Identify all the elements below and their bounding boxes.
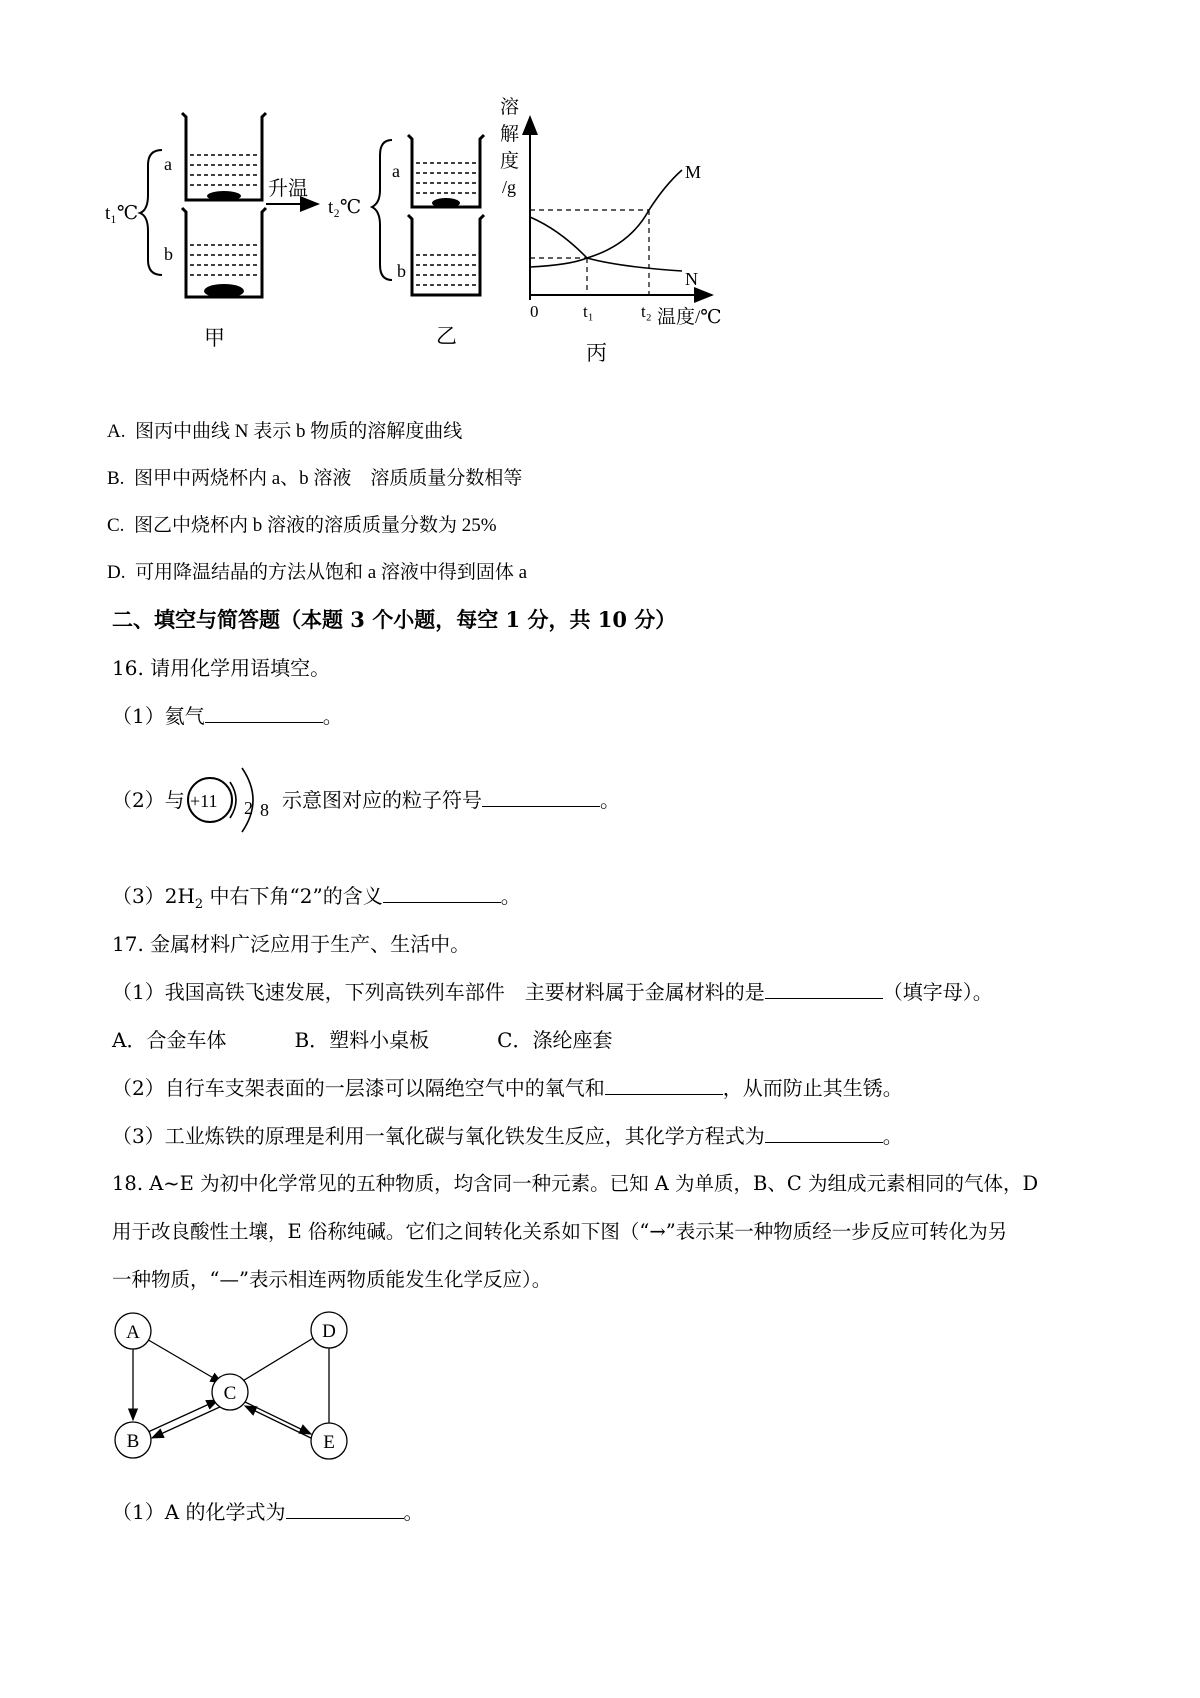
section2-title: 二、填空与简答题（本题 3 个小题，每空 1 分，共 10 分） — [112, 607, 677, 632]
curve-m — [530, 170, 682, 267]
answer-blank[interactable] — [482, 788, 600, 807]
svg-text:解: 解 — [500, 124, 520, 145]
svg-text:E: E — [323, 1432, 335, 1453]
choice-a: A．合金车体 — [112, 1028, 227, 1052]
option-a: A. 图丙中曲线 N 表示 b 物质的溶解度曲线 — [107, 421, 463, 442]
answer-blank[interactable] — [205, 704, 323, 723]
node-b — [115, 1422, 151, 1458]
beaker-b2-label: b — [397, 261, 406, 281]
q16-part2: （2）与 — [112, 788, 185, 812]
svg-text:2: 2 — [244, 798, 253, 818]
q18-part1: （1）A 的化学式为 。 — [112, 1500, 424, 1524]
svg-text:t₁: t₁ — [583, 302, 594, 321]
temp2-label: t₂℃ — [328, 197, 362, 218]
svg-text:B: B — [126, 1431, 140, 1452]
choice-c: C．涤纶座套 — [497, 1028, 613, 1052]
option-d: D. 可用降温结晶的方法从饱和 a 溶液中得到固体 a — [107, 562, 528, 583]
atom-structure-diagram — [182, 752, 282, 848]
option-b: B. 图甲中两烧杯内 a、b 溶液 溶质质量分数相等 — [107, 468, 523, 489]
q16-part2-rest: 示意图对应的粒子符号 。 — [282, 788, 620, 812]
heat-label: 升温 — [268, 178, 308, 200]
svg-text:C: C — [223, 1383, 237, 1404]
beaker-yi-b — [408, 215, 484, 295]
q16-part1: （1）氦气 。 — [112, 704, 343, 728]
caption-yi: 乙 — [436, 324, 457, 348]
solubility-figure — [100, 95, 800, 395]
caption-jia: 甲 — [204, 326, 225, 350]
beaker-jia-a — [182, 113, 266, 201]
svg-text:度: 度 — [500, 151, 520, 172]
node-d — [311, 1312, 347, 1348]
node-c — [212, 1374, 248, 1410]
svg-text:8: 8 — [260, 800, 269, 820]
beaker-yi-a — [408, 135, 484, 208]
relation-diagram — [108, 1310, 408, 1470]
svg-text:N: N — [685, 269, 698, 289]
svg-text:0: 0 — [530, 302, 539, 321]
beaker-jia-b — [182, 208, 266, 298]
svg-text:t₂: t₂ — [641, 302, 652, 321]
q18-line1: 18. A~E 为初中化学常见的五种物质，均含同一种元素。已知 A 为单质，B、C 为组成元素相同的气体，D — [112, 1172, 1039, 1195]
solubility-graph — [500, 96, 722, 328]
answer-blank[interactable] — [765, 1124, 883, 1143]
q17-part3: （3）工业炼铁的原理是利用一氧化碳与氧化铁发生反应，其化学方程式为 。 — [112, 1124, 903, 1148]
answer-blank[interactable] — [286, 1500, 404, 1519]
q17-stem: 17. 金属材料广泛应用于生产、生活中。 — [112, 932, 471, 956]
svg-text:D: D — [322, 1321, 336, 1342]
svg-text:温度/℃: 温度/℃ — [657, 307, 722, 328]
option-c: C. 图乙中烧杯内 b 溶液的溶质质量分数为 25% — [107, 515, 497, 536]
choice-b: B．塑料小桌板 — [294, 1028, 430, 1052]
beaker-a2-label: a — [392, 161, 400, 181]
q16-stem: 16. 请用化学用语填空。 — [112, 656, 331, 680]
answer-blank[interactable] — [765, 980, 883, 999]
beaker-a-label: a — [164, 154, 172, 174]
node-a — [115, 1313, 151, 1349]
q17-part2: （2）自行车支架表面的一层漆可以隔绝空气中的氧气和 ，从而防止其生锈。 — [112, 1076, 903, 1100]
q17-part1: （1）我国高铁飞速发展，下列高铁列车部件 主要材料属于金属材料的是 （填字母）。 — [112, 980, 993, 1004]
svg-text:/g: /g — [502, 177, 517, 197]
temp1-label: t₁℃ — [105, 203, 139, 224]
answer-blank[interactable] — [383, 884, 501, 903]
q18-line2: 用于改良酸性土壤，E 俗称纯碱。它们之间转化关系如下图（“→”表示某一种物质经一步反应可转化为另 — [112, 1220, 1008, 1243]
q16-part3: $(3)2H_2$ 中右下角“2”的含义 。 — [112, 884, 521, 912]
node-e — [311, 1423, 347, 1459]
q17-choices — [112, 1026, 612, 1054]
svg-text:M: M — [685, 162, 702, 182]
caption-bing: 丙 — [586, 341, 607, 365]
answer-blank[interactable] — [605, 1076, 723, 1095]
svg-text:溶: 溶 — [500, 97, 520, 118]
q18-line3: 一种物质，“—”表示相连两物质能发生化学反应）。 — [112, 1268, 552, 1291]
svg-text:+11: +11 — [190, 791, 218, 811]
svg-text:A: A — [126, 1322, 140, 1343]
beaker-b-label: b — [164, 244, 173, 264]
curve-n — [530, 217, 682, 271]
